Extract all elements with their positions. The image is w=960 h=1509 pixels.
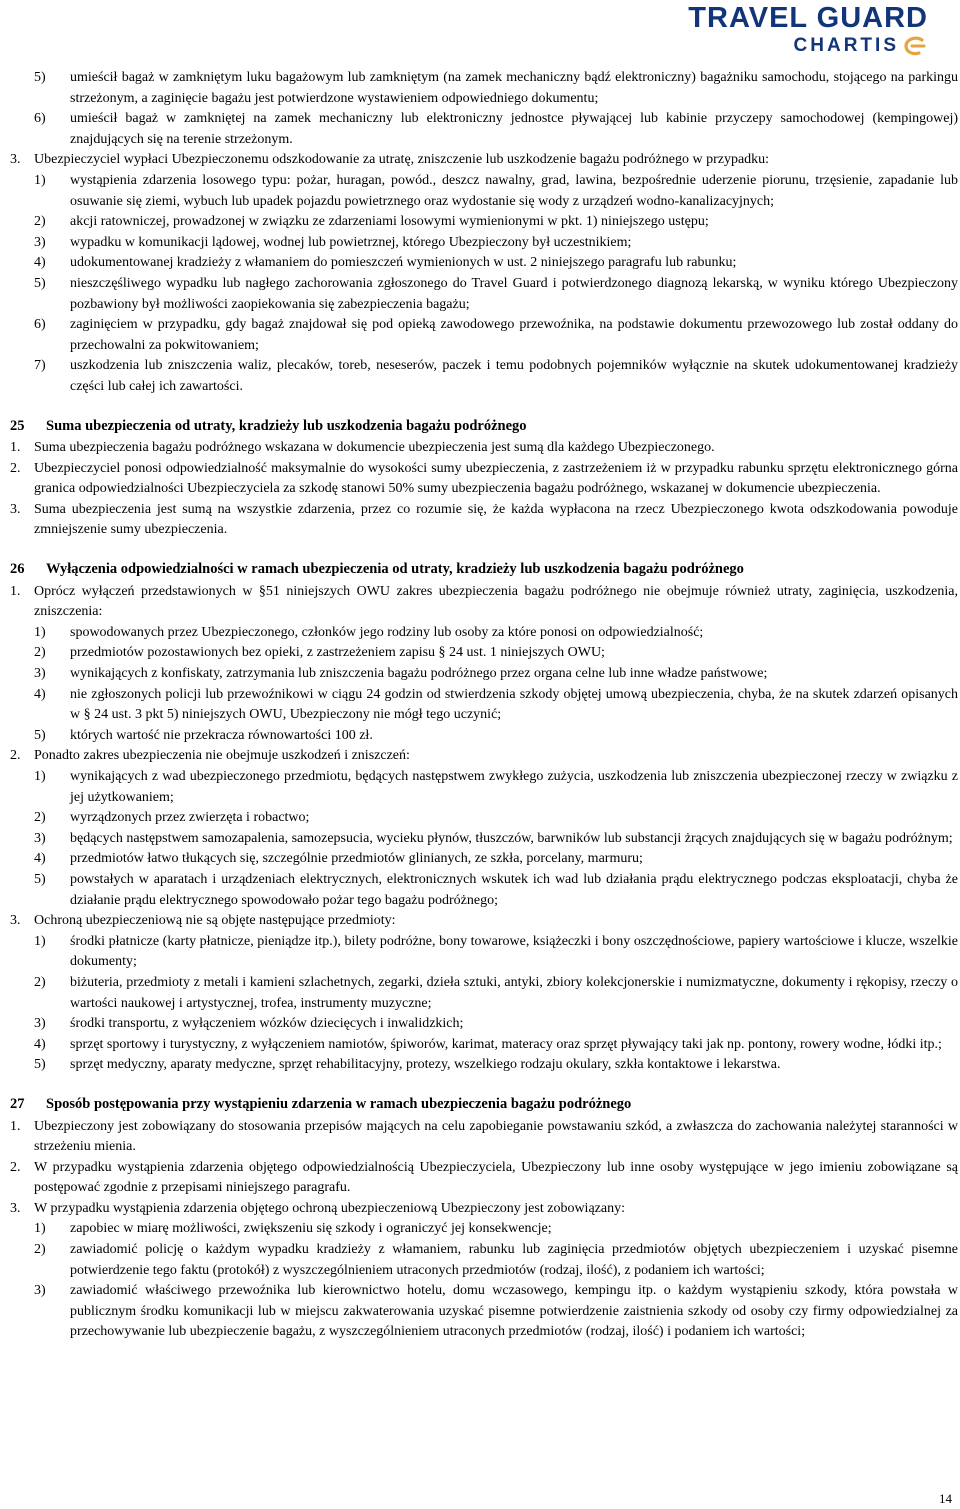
list-text: zapobiec w miarę możliwości, zwiększeniu się szkody i ograniczyć jej konsekwencje; (70, 1221, 552, 1237)
point-sublist (10, 1219, 958, 1343)
list-marker: 2) (34, 1242, 46, 1258)
list-item (34, 253, 958, 274)
list-marker: 6) (34, 317, 46, 333)
point-marker: 1. (10, 1118, 21, 1134)
list-marker: 4) (34, 255, 46, 271)
list-item (34, 849, 958, 870)
point-text: W przypadku wystąpienia zdarzenia objętego ochroną ubezpieczeniową Ubezpieczony jest zobowiązany: (34, 1200, 625, 1216)
list-item (34, 685, 958, 726)
section-number: 26 (10, 561, 25, 578)
sections-container (10, 416, 958, 1344)
point-item (10, 1199, 958, 1220)
list-item (34, 68, 958, 109)
list-text: zaginięciem w przypadku, gdy bagaż znajdował się pod opieką zawodowego przewoźnika, na podstawie dokumentu przewozowego lub został oddany do przechowalni za pokwitowaniem; (70, 317, 958, 353)
list-item (34, 1035, 958, 1056)
list-text: umieścił bagaż w zamkniętym luku bagażowym lub zamkniętym (na zamek mechaniczny bądź elektroniczny) bagażniku samochodu, stojącego na parkingu strzeżonym, a zaginięcie bagażu jest potwierdzone wystawieniem odpowiedniego dokumentu; (70, 70, 958, 106)
list-marker: 5) (34, 275, 46, 291)
point-3-sublist (10, 171, 958, 398)
list-marker: 5) (34, 871, 46, 887)
point-item (10, 438, 958, 459)
list-marker: 1) (34, 1221, 46, 1237)
point-text: Ubezpieczyciel wypłaci Ubezpieczonemu odszkodowanie za utratę, zniszczenie lub uszkodzenie bagażu podróżnego w przypadku: (34, 152, 770, 168)
section-number: 25 (10, 417, 25, 434)
section-body (10, 582, 958, 1076)
list-item (34, 623, 958, 644)
list-marker: 3) (34, 234, 46, 250)
list-marker: 5) (34, 70, 46, 85)
list-text: powstałych w aparatach i urządzeniach elektrycznych, elektronicznych wskutek ich wad lub działania prądu elektrycznego podczas eksploatacji, chyba że działanie prądu elektrycznego spowodowało pożar tego bagażu podróżnego; (70, 871, 958, 908)
point-marker: 2. (10, 460, 21, 476)
point-marker: 3. (10, 501, 21, 517)
list-item (34, 1055, 958, 1076)
point-item (10, 150, 958, 171)
list-text: wynikających z wad ubezpieczonego przedmiotu, będących następstwem zwykłego zużycia, uszkodzenia lub zniszczenia ubezpieczonej rzeczy w związku z jej użytkowaniem; (70, 769, 958, 805)
list-marker: 5) (34, 1057, 46, 1073)
list-item (34, 274, 958, 315)
list-item (34, 664, 958, 685)
section-body (10, 1117, 958, 1344)
section-number: 27 (10, 1095, 25, 1112)
section-27 (10, 1094, 958, 1343)
list-item (34, 973, 958, 1014)
list-marker: 1) (34, 172, 46, 188)
point-text: Ponadto zakres ubezpieczenia nie obejmuje uszkodzeń i zniszczeń: (34, 748, 410, 764)
list-marker: 1) (34, 624, 46, 640)
point-item (10, 500, 958, 541)
section-heading (10, 416, 958, 437)
list-text: wynikających z konfiskaty, zatrzymania lub zniszczenia bagażu podróżnego przez organa celne lub inne władze państwowe; (70, 666, 768, 682)
list-text: sprzęt medyczny, aparaty medyczne, sprzęt rehabilitacyjny, protezy, wszelkiego rodzaju okulary, szkła kontaktowe i lekarstwa. (70, 1057, 781, 1073)
list-text: wyrządzonych przez zwierzęta i robactwo; (70, 810, 310, 826)
point-marker: 3. (10, 1200, 21, 1216)
list-text: akcji ratowniczej, prowadzonej w związku ze zdarzeniami losowymi wymienionymi w pkt. 1) niniejszego ustępu; (70, 214, 709, 230)
list-marker: 7) (34, 358, 46, 374)
point-text: Ochroną ubezpieczeniową nie są objęte następujące przedmioty: (34, 913, 396, 929)
list-marker: 3) (34, 1016, 46, 1032)
list-item (34, 870, 958, 911)
list-text: nieszczęśliwego wypadku lub nagłego zachorowania zgłoszonego do Travel Guard i potwierdzonego diagnozą lekarską, w wyniku którego Ubezpieczony pozbawiony był możliwości zaopiekowania się zabezpieczenia bagażu; (70, 275, 958, 312)
list-text: wypadku w komunikacji lądowej, wodnej lub powietrznej, którego Ubezpieczony był uczestnikiem; (70, 234, 632, 250)
point-text: Oprócz wyłączeń przedstawionych w §51 niniejszych OWU zakres ubezpieczenia bagażu podróżnego nie obejmuje również utraty, zaginięcia, uszkodzenia, zniszczenia: (34, 583, 958, 620)
list-item (34, 356, 958, 397)
intro-list (34, 68, 958, 150)
list-marker: 2) (34, 645, 46, 661)
list-marker: 3) (34, 666, 46, 682)
point-marker: 3. (10, 152, 21, 168)
list-item (34, 171, 958, 212)
travel-guard-logo (688, 2, 928, 58)
list-marker: 3) (34, 830, 46, 846)
list-text: których wartość nie przekracza równowartości 100 zł. (70, 727, 373, 743)
list-marker: 4) (34, 1036, 46, 1052)
point-sublist (10, 932, 958, 1076)
point-text: Ubezpieczony jest zobowiązany do stosowania przepisów mających na celu zapobieganie powstawaniu szkód, a zwłaszcza do zachowania należytej staranności w strzeżeniu mienia. (34, 1118, 958, 1155)
document-body (10, 68, 958, 1343)
list-item (34, 109, 958, 150)
list-marker: 3) (34, 1283, 46, 1299)
list-text: środki płatnicze (karty płatnicze, pieniądze itp.), bilety podróżne, bony towarowe, książeczki i bony oszczędnościowe, papiery wartościowe i klucze, wszelkie dokumenty; (70, 933, 958, 970)
list-text: zawiadomić policję o każdym wypadku kradzieży z włamaniem, rabunku lub zaginięcia przedmiotów objętych ubezpieczeniem i uzyskać pisemne potwierdzenie tego faktu (protokół) z wyszczególnieniem utraconych przedmiotów (rodzaj, ilość), z podaniem ich wartości; (70, 1242, 958, 1278)
list-text: sprzęt sportowy i turystyczny, z wyłączeniem namiotów, śpiworów, karimat, materacy oraz sprzęt pływający taki jak np. pontony, rowery wodne, łódki itp.; (70, 1036, 942, 1052)
list-item (34, 767, 958, 808)
list-text: będących następstwem samozapalenia, samozepsucia, wycieku płynów, tłuszczów, barwników lub substancji żrących znajdujących się w bagażu podróżnym; (70, 830, 953, 846)
list-item (34, 808, 958, 829)
list-text: przedmiotów pozostawionych bez opieki, z zastrzeżeniem zapisu § 24 ust. 1 niniejszych OWU; (70, 645, 605, 661)
point-marker: 1. (10, 440, 21, 456)
list-marker: 4) (34, 686, 46, 702)
point-item (10, 582, 958, 623)
list-item (34, 643, 958, 664)
point-item (10, 746, 958, 767)
list-item (34, 212, 958, 233)
list-item (34, 1281, 958, 1343)
list-marker: 4) (34, 851, 46, 867)
section-25 (10, 416, 958, 542)
list-text: nie zgłoszonych policji lub przewoźnikowi w ciągu 24 godzin od stwierdzenia szkody objętej umową ubezpieczenia, chyba, że na skutek zdarzeń opisanych w § 24 ust. 3 pkt 5) niniejszych OWU, Ubezpieczony nie mógł tego uczynić; (70, 686, 958, 723)
point-text: W przypadku wystąpienia zdarzenia objętego odpowiedzialnością Ubezpieczyciela, Ubezpieczony lub inne osoby występujące w jego imieniu zobowiązane są postępować zgodnie z przepisami niniejszego paragrafu. (34, 1159, 958, 1196)
list-item (34, 1014, 958, 1035)
list-marker: 2) (34, 214, 46, 230)
point-item (10, 1158, 958, 1199)
list-text: uszkodzenia lub zniszczenia waliz, plecaków, toreb, neseserów, paczek i temu podobnych pojemników wyłącznie na skutek udokumentowanej kradzieży części lub całej ich zawartości. (70, 358, 958, 394)
point-marker: 3. (10, 913, 21, 929)
list-text: przedmiotów łatwo tłukących się, szczególnie przedmiotów glinianych, ze szkła, porcelany, marmuru; (70, 851, 643, 867)
list-item (34, 726, 958, 747)
point-marker: 1. (10, 583, 21, 599)
point-marker: 2. (10, 1159, 21, 1175)
point-item (10, 911, 958, 932)
page-number: 14 (939, 1491, 952, 1506)
section-26 (10, 559, 958, 1076)
logo-brand-sub: CHARTIS (793, 35, 899, 56)
point-text: Ubezpieczyciel ponosi odpowiedzialność maksymalnie do wysokości sumy ubezpieczenia, z zastrzeżeniem iż w przypadku rabunku sprzętu elektronicznego górna granica odpowiedzialności Ubezpieczyciela za szkodę stanowi 50% sumy ubezpieczenia bagażu podróżnego, wskazanej w dokumencie ubezpieczenia. (34, 460, 958, 497)
point-marker: 2. (10, 748, 21, 764)
list-item (34, 932, 958, 973)
list-marker: 1) (34, 769, 46, 784)
list-text: udokumentowanej kradzieży z włamaniem do pomieszczeń wymienionych w ust. 2 niniejszego paragrafu lub rabunku; (70, 255, 737, 271)
section-heading (10, 1094, 958, 1115)
section-title: Sposób postępowania przy wystąpieniu zdarzenia w ramach ubezpieczenia bagażu podróżnego (46, 1095, 632, 1112)
logo-brand-sub-row (688, 34, 928, 58)
point-sublist (10, 767, 958, 911)
list-text: zawiadomić właściwego przewoźnika lub kierownictwo hotelu, domu wczasowego, kempingu itp. o każdym wystąpieniu szkody, która powstała w publicznym środku komunikacji lub w miejscu zakwaterowania uzyskać pisemne potwierdzenie zaistnienia szkody od osoby czy firmy odpowiedzialnej za przechowywanie lub ubezpieczenie bagażu, z wyszczególnieniem utraconych przedmiotów (rodzaj, ilość) i podaniem ich wartości; (70, 1283, 958, 1340)
list-text: spowodowanych przez Ubezpieczonego, członków jego rodziny lub osoby za które ponosi on odpowiedzialność; (70, 624, 704, 640)
list-item (34, 1219, 958, 1240)
list-marker: 2) (34, 810, 46, 826)
logo-brand-main: TRAVEL GUARD (688, 2, 928, 34)
chartis-swirl-icon (902, 36, 928, 56)
point-item (10, 1117, 958, 1158)
list-marker: 5) (34, 727, 46, 743)
point-text: Suma ubezpieczenia jest sumą na wszystkie zdarzenia, przez co rozumie się, że każda wypłacona na rzecz Ubezpieczonego kwota odszkodowania powoduje zmniejszenie sumy ubezpieczenia. (34, 501, 958, 538)
point-item (10, 459, 958, 500)
point-sublist (10, 623, 958, 747)
point-3-block (10, 150, 958, 397)
list-text: środki transportu, z wyłączeniem wózków dziecięcych i inwalidzkich; (70, 1016, 464, 1032)
list-marker: 6) (34, 111, 46, 127)
list-item (34, 829, 958, 850)
list-text: umieścił bagaż w zamkniętej na zamek mechaniczny lub elektroniczny jednostce pływającej lub kabinie przyczepy samochodowej (kempingowej) znajdujących się na terenie strzeżonym. (70, 111, 958, 147)
list-item (34, 315, 958, 356)
point-text: Suma ubezpieczenia bagażu podróżnego wskazana w dokumencie ubezpieczenia jest sumą dla każdego Ubezpieczonego. (34, 440, 715, 456)
section-body (10, 438, 958, 541)
list-marker: 1) (34, 933, 46, 949)
list-item (34, 233, 958, 254)
list-marker: 2) (34, 974, 46, 990)
section-title: Suma ubezpieczenia od utraty, kradzieży lub uszkodzenia bagażu podróżnego (46, 417, 527, 434)
section-title: Wyłączenia odpowiedzialności w ramach ubezpieczenia od utraty, kradzieży lub uszkodzenia bagażu podróżnego (46, 561, 744, 578)
list-item (34, 1240, 958, 1281)
list-text: wystąpienia zdarzenia losowego typu: pożar, huragan, powód., deszcz nawalny, grad, lawina, bezpośrednie uderzenie piorunu, trzęsienie, zapadanie lub osuwanie się ziemi, wybuch lub upadek pojazdu powietrznego oraz wydostanie się wody z urządzeń wodno-kanalizacyjnych; (70, 172, 958, 209)
section-heading (10, 559, 958, 580)
list-text: biżuteria, przedmioty z metali i kamieni szlachetnych, zegarki, dzieła sztuki, antyki, zbiory kolekcjonerskie i numizmatyczne, dokumenty i rękopisy, rzeczy o wartości naukowej i artystycznej, trofea, instrumenty muzyczne; (70, 974, 958, 1011)
